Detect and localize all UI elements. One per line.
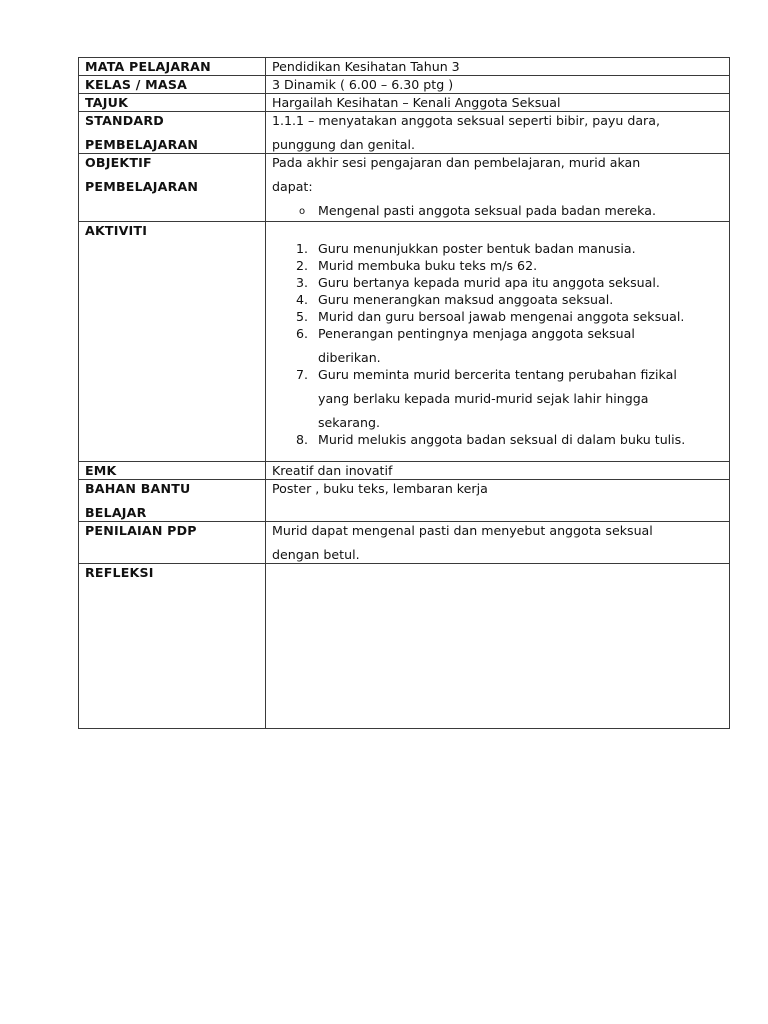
list-item-continuation: diberikan. (318, 350, 381, 365)
value-penilaian-line2: dengan betul. (272, 547, 360, 562)
list-item (272, 274, 723, 291)
list-item-text: Guru menunjukkan poster bentuk badan manusia. (318, 241, 636, 256)
list-item-number: 4. (296, 292, 309, 307)
list-item (272, 325, 723, 366)
label-bahan-bantu-line1: BAHAN BANTU (85, 481, 191, 496)
row-emk (79, 462, 730, 480)
label-kelas-masa: KELAS / MASA (79, 76, 266, 94)
label-refleksi: REFLEKSI (79, 564, 266, 729)
row-tajuk (79, 94, 730, 112)
label-penilaian: PENILAIAN PDP (79, 522, 266, 564)
list-item-text: Murid melukis anggota badan seksual di dalam buku tulis. (318, 432, 686, 447)
list-item-continuation: yang berlaku kepada murid-murid sejak lahir hingga (318, 391, 649, 406)
label-bahan-bantu-line2: BELAJAR (85, 505, 147, 520)
row-kelas-masa (79, 76, 730, 94)
objektif-bullet-text: Mengenal pasti anggota seksual pada badan mereka. (318, 203, 656, 218)
label-standard-line2: PEMBELAJARAN (85, 137, 199, 152)
list-item (272, 240, 723, 257)
row-mata-pelajaran (79, 58, 730, 76)
list-item-text: Guru bertanya kepada murid apa itu anggota seksual. (318, 275, 660, 290)
list-item-number: 8. (296, 432, 309, 447)
label-aktiviti: AKTIVITI (79, 222, 266, 462)
label-standard-line1: STANDARD (85, 113, 164, 128)
value-standard (266, 112, 730, 154)
list-item (272, 202, 723, 219)
label-objektif (79, 154, 266, 222)
list-item-number: 2. (296, 258, 309, 273)
value-bahan-bantu: Poster , buku teks, lembaran kerja (266, 480, 730, 522)
value-refleksi (266, 564, 730, 729)
list-item-number: 7. (296, 367, 309, 382)
row-refleksi (79, 564, 730, 729)
bullet-circle-icon: o (299, 206, 306, 217)
value-kelas-masa: 3 Dinamik ( 6.00 – 6.30 ptg ) (266, 76, 730, 94)
row-aktiviti (79, 222, 730, 462)
list-item-text: Murid membuka buku teks m/s 62. (318, 258, 538, 273)
list-item-text: Penerangan pentingnya menjaga anggota seksual (318, 326, 635, 341)
list-item-number: 3. (296, 275, 309, 290)
value-penilaian-line1: Murid dapat mengenal pasti dan menyebut anggota seksual (272, 523, 653, 538)
row-standard (79, 112, 730, 154)
value-objektif-line1: Pada akhir sesi pengajaran dan pembelajaran, murid akan (272, 155, 641, 170)
label-mata-pelajaran: MATA PELAJARAN (79, 58, 266, 76)
value-penilaian (266, 522, 730, 564)
value-aktiviti (266, 222, 730, 462)
row-penilaian (79, 522, 730, 564)
list-item (272, 431, 723, 448)
value-objektif-line2: dapat: (272, 179, 313, 194)
list-item-number: 6. (296, 326, 309, 341)
list-item (272, 291, 723, 308)
objektif-bullet-list (272, 202, 723, 219)
row-bahan-bantu (79, 480, 730, 522)
label-objektif-line1: OBJEKTIF (85, 155, 152, 170)
list-item-number: 1. (296, 241, 309, 256)
value-tajuk: Hargailah Kesihatan – Kenali Anggota Seksual (266, 94, 730, 112)
label-objektif-line2: PEMBELAJARAN (85, 179, 199, 194)
row-objektif (79, 154, 730, 222)
list-item (272, 257, 723, 274)
label-standard (79, 112, 266, 154)
aktiviti-list (272, 240, 723, 448)
list-item-text: Murid dan guru bersoal jawab mengenai anggota seksual. (318, 309, 685, 324)
value-emk: Kreatif dan inovatif (266, 462, 730, 480)
lesson-plan-table (78, 57, 730, 729)
value-standard-line2: punggung dan genital. (272, 137, 415, 152)
label-tajuk: TAJUK (79, 94, 266, 112)
label-emk: EMK (79, 462, 266, 480)
list-item (272, 308, 723, 325)
label-bahan-bantu (79, 480, 266, 522)
value-mata-pelajaran: Pendidikan Kesihatan Tahun 3 (266, 58, 730, 76)
list-item-text: Guru menerangkan maksud anggoata seksual. (318, 292, 614, 307)
list-item-continuation: sekarang. (318, 415, 380, 430)
list-item-text: Guru meminta murid bercerita tentang perubahan fizikal (318, 367, 677, 382)
list-item-number: 5. (296, 309, 309, 324)
value-objektif (266, 154, 730, 222)
list-item (272, 366, 723, 431)
value-standard-line1: 1.1.1 – menyatakan anggota seksual seperti bibir, payu dara, (272, 113, 660, 128)
